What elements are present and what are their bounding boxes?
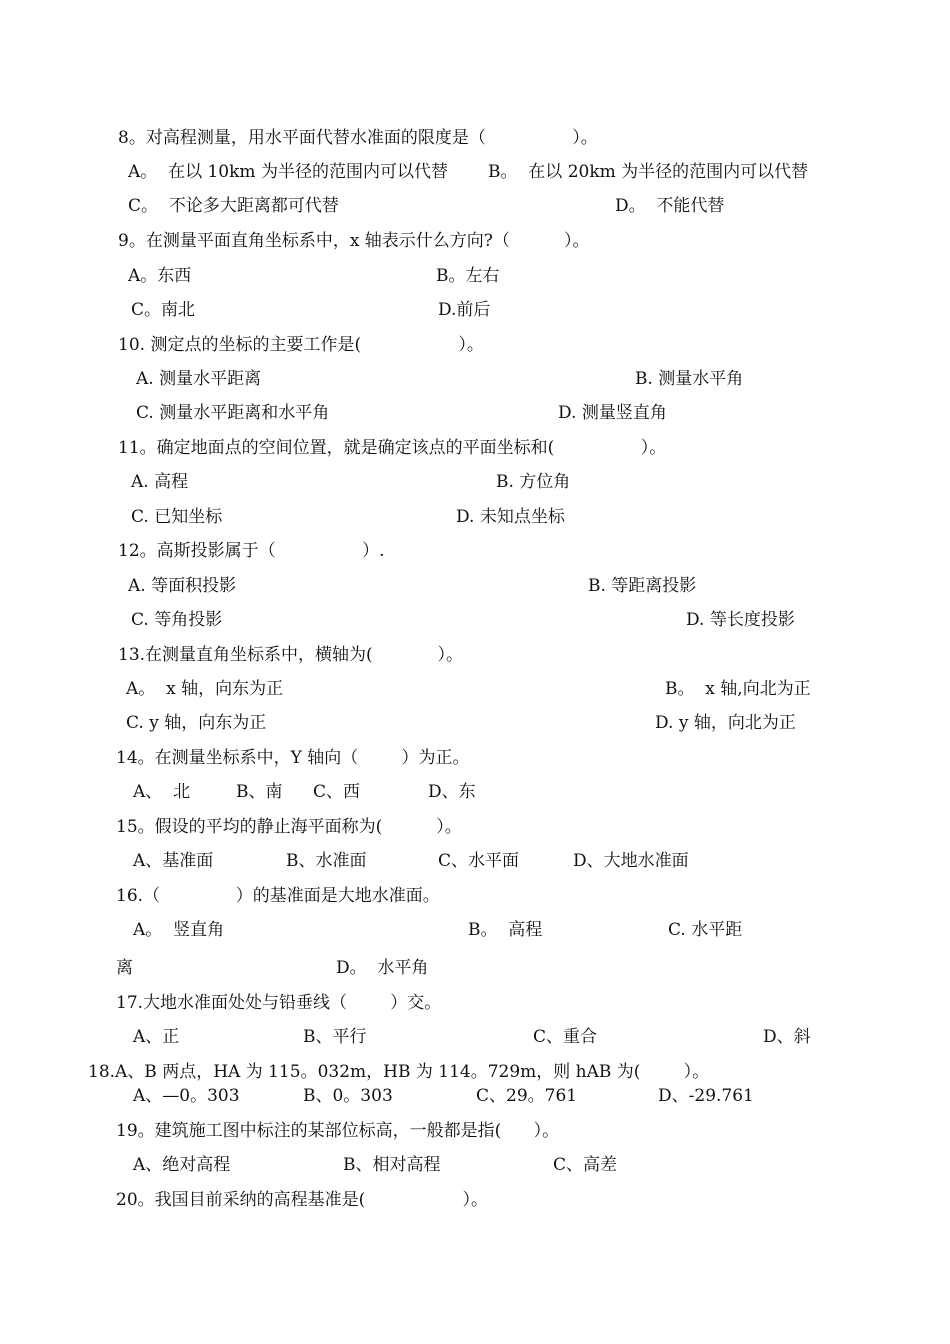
q12-stem: 12。高斯投影属于（ ）. [118,541,385,561]
q17-option-a: A、正 [133,1027,180,1047]
q16-option-c: C. 水平距 [668,920,743,940]
q15-option-d: D、大地水准面 [573,851,689,871]
q8-option-c: C。 不论多大距离都可代替 [128,196,339,216]
q18-option-b: B、0。303 [303,1086,393,1106]
q13-stem: 13.在测量直角坐标系中，横轴为( ）。 [118,645,464,665]
q9-option-d: D.前后 [438,300,491,320]
q12-option-d: D. 等长度投影 [686,610,795,630]
q12-option-b: B. 等距离投影 [588,576,697,596]
q14-option-b: B、南 [236,782,283,802]
q14-stem: 14。在测量坐标系中，Y 轴向（ ）为正。 [116,748,470,768]
q12-option-c: C. 等角投影 [131,610,223,630]
q17-option-b: B、平行 [303,1027,367,1047]
q14-option-a: A、 北 [133,782,191,802]
q13-option-c: C. y 轴，向东为正 [126,713,267,733]
q9-option-b: B。左右 [436,266,500,286]
q19-option-b: B、相对高程 [343,1155,441,1175]
q11-option-a: A. 高程 [131,472,189,492]
q16-option-b: B。 高程 [468,920,543,940]
q8-stem: 8。对高程测量，用水平面代替水准面的限度是（ ）。 [118,128,598,148]
q16-stem: 16.（ ）的基准面是大地水准面。 [116,886,440,906]
q17-stem: 17.大地水准面处处与铅垂线（ ）交。 [116,993,442,1013]
q10-option-d: D. 测量竖直角 [558,403,667,423]
q14-option-c: C、西 [313,782,361,802]
q10-option-a: A. 测量水平距离 [136,369,262,389]
q8-option-b: B。 在以 20km 为半径的范围内可以代替 [488,162,809,182]
q17-option-c: C、重合 [533,1027,598,1047]
q11-option-c: C. 已知坐标 [131,507,223,527]
q13-option-b: B。 x 轴,向北为正 [665,679,811,699]
q16-option-d: D。 水平角 [336,958,429,978]
q9-option-c: C。南北 [131,300,196,320]
q13-option-a: A。 x 轴，向东为正 [126,679,284,699]
q15-option-c: C、水平面 [438,851,520,871]
q14-option-d: D、东 [428,782,476,802]
q18-stem: 18.A、B 两点，HA 为 115。032m，HB 为 114。729m，则 hAB 为( ）。 [88,1062,710,1082]
q20-stem: 20。我国目前采纳的高程基准是( ）。 [116,1190,489,1210]
q16-option-a: A。 竖直角 [133,920,225,940]
q11-option-d: D. 未知点坐标 [456,507,565,527]
q17-option-d: D、斜 [763,1027,811,1047]
q15-option-a: A、基准面 [133,851,214,871]
q19-stem: 19。建筑施工图中标注的某部位标高，一般都是指( ）。 [116,1121,560,1141]
q9-option-a: A。东西 [128,266,192,286]
q9-stem: 9。在测量平面直角坐标系中，x 轴表示什么方向?（ ）。 [118,231,590,251]
q10-stem: 10. 测定点的坐标的主要工作是( ）。 [118,335,484,355]
q18-option-c: C、29。761 [476,1086,578,1106]
q18-option-a: A、—0。303 [133,1086,240,1106]
q11-option-b: B. 方位角 [496,472,571,492]
q16-option-c-continued: 离 [116,958,133,978]
q15-stem: 15。假设的平均的静止海平面称为( ）。 [116,817,462,837]
q19-option-c: C、高差 [553,1155,618,1175]
q19-option-a: A、绝对高程 [133,1155,231,1175]
q15-option-b: B、水准面 [286,851,367,871]
q8-option-a: A。 在以 10km 为半径的范围内可以代替 [128,162,448,182]
q12-option-a: A. 等面积投影 [128,576,237,596]
q8-option-d: D。 不能代替 [615,196,725,216]
q10-option-c: C. 测量水平距离和水平角 [136,403,330,423]
q10-option-b: B. 测量水平角 [635,369,744,389]
q11-stem: 11。确定地面点的空间位置，就是确定该点的平面坐标和( ）。 [118,438,667,458]
q13-option-d: D. y 轴，向北为正 [655,713,796,733]
q18-option-d: D、-29.761 [658,1086,754,1106]
